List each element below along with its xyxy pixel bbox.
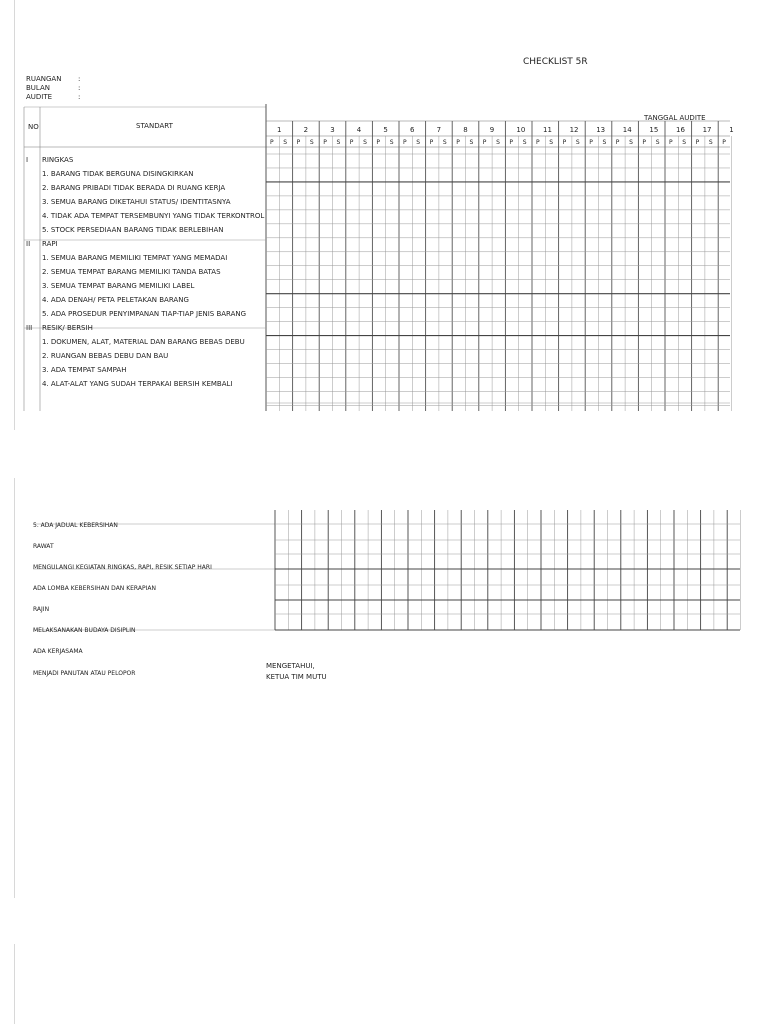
date-header-cell: 6 — [410, 126, 415, 134]
list-item: MENJADI PANUTAN ATAU PELOPOR — [33, 670, 136, 677]
table-row: 2. SEMUA TEMPAT BARANG MEMILIKI TANDA BATAS — [42, 267, 221, 276]
s-cell: S — [629, 139, 633, 146]
s-cell: S — [469, 139, 474, 146]
p-cell: P — [562, 139, 567, 146]
s-cell: S — [708, 139, 713, 146]
p-cell: P — [536, 139, 540, 146]
p-cell: P — [323, 139, 327, 146]
date-header-cell: 9 — [489, 126, 495, 134]
table-row: 5. ADA PROSEDUR PENYIMPANAN TIAP-TIAP JENIS BARANG — [42, 309, 247, 318]
table-row: 4. ADA DENAH/ PETA PELETAKAN BARANG — [42, 295, 189, 304]
row-number: III — [26, 323, 33, 332]
list-item: MELAKSANAKAN BUDAYA DISIPLIN — [33, 627, 136, 634]
p-cell: P — [642, 139, 647, 146]
mengetahui-label: MENGETAHUI, — [266, 662, 315, 670]
header-no: NO — [28, 123, 39, 131]
p-cell: P — [456, 139, 460, 146]
s-cell: S — [602, 139, 607, 146]
date-header-cell: 17 — [702, 126, 712, 134]
list-item: 5. ADA JADUAL KEBERSIHAN — [33, 522, 118, 529]
date-header-cell: 1 — [729, 126, 734, 134]
s-cell: S — [522, 139, 527, 146]
list-item: ADA LOMBA KEBERSIHAN DAN KERAPIAN — [33, 585, 156, 592]
meta-colon: : — [78, 75, 81, 83]
date-header-cell: 1 — [277, 126, 282, 134]
table-row: 4. ALAT-ALAT YANG SUDAH TERPAKAI BERSIH KEMBALI — [42, 379, 233, 388]
p-cell: P — [722, 139, 726, 146]
p-cell: P — [482, 139, 487, 146]
date-header-cell: 11 — [543, 126, 552, 134]
s-cell: S — [283, 139, 288, 146]
table-row: 4. TIDAK ADA TEMPAT TERSEMBUNYI YANG TIDAK TERKONTROL — [42, 211, 265, 220]
list-item: RAJIN — [33, 606, 50, 613]
date-header-cell: 10 — [516, 126, 526, 134]
table-row: 1. BARANG TIDAK BERGUNA DISINGKIRKAN — [42, 169, 194, 178]
page-title: CHECKLIST 5R — [523, 57, 588, 67]
row-number: I — [26, 156, 29, 164]
p-cell: P — [589, 139, 593, 146]
date-header-cell: 2 — [303, 126, 309, 134]
p-cell: P — [695, 139, 700, 146]
date-header-cell: 4 — [356, 126, 362, 134]
list-item: ADA KERJASAMA — [33, 648, 83, 655]
s-cell: S — [655, 139, 660, 146]
s-cell: S — [575, 139, 580, 146]
p-cell: P — [270, 139, 274, 146]
list-item: MENGULANGI KEGIATAN RINGKAS, RAPI, RESIK SETIAP HARI — [33, 564, 212, 571]
table-row: RINGKAS — [42, 156, 74, 164]
row-number: II — [26, 239, 31, 248]
table-row: 3. SEMUA BARANG DIKETAHUI STATUS/ IDENTITASNYA — [42, 197, 231, 206]
s-cell: S — [336, 139, 341, 146]
table-row: 5. STOCK PERSEDIAAN BARANG TIDAK BERLEBIHAN — [42, 225, 224, 234]
date-header-cell: 16 — [676, 126, 685, 134]
date-header-cell: 5 — [383, 126, 388, 134]
s-cell: S — [309, 139, 314, 146]
table-row: RESIK/ BERSIH — [42, 323, 93, 332]
meta-label-bulan: BULAN — [26, 84, 51, 92]
date-header-cell: 12 — [569, 126, 579, 134]
p-cell: P — [296, 139, 301, 146]
s-cell: S — [496, 139, 500, 146]
p-cell: P — [509, 139, 514, 146]
p-cell: P — [615, 139, 620, 146]
header-standart: STANDART — [136, 122, 173, 130]
s-cell: S — [549, 139, 554, 146]
table-row: 3. SEMUA TEMPAT BARANG MEMILIKI LABEL — [42, 281, 195, 290]
date-header-cell: 8 — [463, 126, 468, 134]
p-cell: P — [349, 139, 354, 146]
date-header-cell: 7 — [436, 126, 442, 134]
list-item: RAWAT — [33, 543, 54, 550]
table-row: RAPI — [42, 239, 58, 248]
table-row: 3. ADA TEMPAT SAMPAH — [42, 365, 127, 374]
s-cell: S — [416, 139, 421, 146]
s-cell: S — [363, 139, 367, 146]
ketua-tim-mutu-label: KETUA TIM MUTU — [266, 673, 327, 681]
table-row: 1. DOKUMEN, ALAT, MATERIAL DAN BARANG BEBAS DEBU — [42, 337, 245, 346]
meta-colon: : — [78, 93, 81, 101]
p-cell: P — [669, 139, 673, 146]
table-row: 2. BARANG PRIBADI TIDAK BERADA DI RUANG KERJA — [42, 183, 226, 192]
p-cell: P — [376, 139, 381, 146]
date-header-cell: 14 — [622, 126, 632, 134]
p-cell: P — [429, 139, 434, 146]
meta-colon: : — [78, 84, 81, 92]
header-tanggal-audite: TANGGAL AUDITE — [644, 114, 706, 122]
meta-label-audite: AUDITE — [26, 93, 53, 101]
date-header-cell: 15 — [649, 126, 659, 134]
table-row: 2. RUANGAN BEBAS DEBU DAN BAU — [42, 351, 169, 360]
meta-label-ruangan: RUANGAN — [26, 75, 62, 83]
p-cell: P — [403, 139, 407, 146]
s-cell: S — [442, 139, 447, 146]
table-row: 1. SEMUA BARANG MEMILIKI TEMPAT YANG MEMADAI — [42, 253, 228, 262]
s-cell: S — [682, 139, 687, 146]
date-header-cell: 3 — [330, 126, 335, 134]
date-header-cell: 13 — [596, 126, 606, 134]
s-cell: S — [389, 139, 394, 146]
